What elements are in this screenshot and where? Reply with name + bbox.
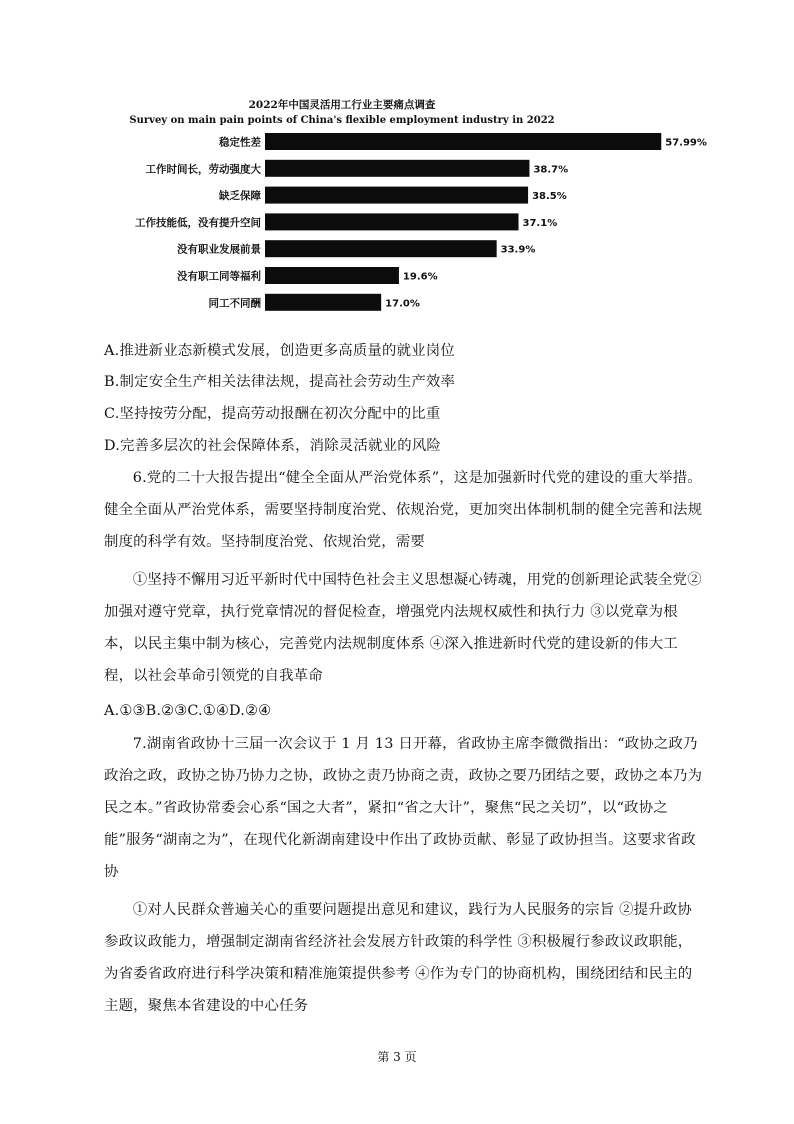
bar <box>265 294 381 311</box>
q5-option-b: B.制定安全生产相关法律法规，提高社会劳动生产效率 <box>104 374 456 390</box>
value-label: 17.0% <box>385 298 420 310</box>
bar <box>265 187 528 204</box>
chart-title: 2022年中国灵活用工行业主要痛点调查 <box>248 99 436 111</box>
q7-stem: 7.湖南省政协十三届一次会议于 1 月 13 日开幕，省政协主席李微微指出：“政协之政乃政治之政，政协之协乃协力之协，政协之责乃协商之责，政协之要乃团结之要，政协之本乃为民之本。”省政协常委会心系“国之大者”，紧扣“省之大计”，聚焦“民之关切”，以“政协之能”服务“湖南之为”，在现代化新湖南建设中作出了政协贡献、彰显了政协担当。这要求省政协 <box>104 736 703 880</box>
q6-options: A.①③B.②③C.①④D.②④ <box>104 703 272 719</box>
category-label: 工作技能低，没有提升空间 <box>135 216 261 229</box>
bar <box>265 133 661 150</box>
category-label: 同工不同酬 <box>208 297 261 310</box>
chart-subtitle: Survey on main pain points of China's flexible employment industry in 2022 <box>129 115 555 126</box>
bar <box>265 213 519 230</box>
value-label: 38.5% <box>532 191 567 203</box>
bar-chart-svg <box>120 92 707 328</box>
value-label: 19.6% <box>402 271 438 283</box>
q5-option-d: D.完善多层次的社会保障体系，消除灵活就业的风险 <box>104 438 441 454</box>
value-label: 38.7% <box>533 164 569 176</box>
category-label: 工作时间长，劳动强度大 <box>145 163 261 176</box>
q5-option-c: C.坚持按劳分配，提高劳动报酬在初次分配中的比重 <box>104 406 441 422</box>
pain-points-chart <box>120 92 707 328</box>
q6-items: ①坚持不懈用习近平新时代中国特色社会主义思想凝心铸魂，用党的创新理论武装全党②加强对遵守党章，执行党章情况的督促检查，增强党内法规权威性和执行力 ③以党章为根本，以民主集中制为核心，完善党内法规制度体系 ④深入推进新时代党的建设新的伟大工程，以社会革命引领党的自我革命 <box>104 572 702 684</box>
category-label: 没有职业发展前景 <box>177 243 261 256</box>
category-label: 没有职工同等福利 <box>177 270 261 283</box>
value-label: 57.99% <box>665 137 707 149</box>
q7-items: ①对人民群众普遍关心的重要问题提出意见和建议，践行为人民服务的宗旨 ②提升政协参政议政能力，增强制定湖南省经济社会发展方针政策的科学性 ③积极履行参政议政职能，为省委省政府进行科学决策和精准施策提供参考 ④作为专门的协商机构，围绕团结和民主的主题，聚焦本省建设的中心任务 <box>104 902 693 1014</box>
bar <box>265 240 497 257</box>
category-label: 稳定性差 <box>219 136 261 149</box>
q6-stem: 6.党的二十大报告提出“健全全面从严治党体系”，这是加强新时代党的建设的重大举措。健全全面从严治党体系，需要坚持制度治党、依规治党，更加突出体制机制的健全完善和法规制度的科学有效。坚持制度治党、依规治党，需要 <box>104 470 703 550</box>
q5-option-a: A.推进新业态新模式发展，创造更多高质量的就业岗位 <box>104 343 455 359</box>
bar <box>265 160 529 177</box>
bar <box>265 267 399 284</box>
category-label: 缺乏保障 <box>219 190 261 203</box>
page-number: 第 3 页 <box>377 1050 417 1064</box>
value-label: 37.1% <box>522 217 558 229</box>
value-label: 33.9% <box>500 244 536 256</box>
bar-group <box>135 133 707 311</box>
